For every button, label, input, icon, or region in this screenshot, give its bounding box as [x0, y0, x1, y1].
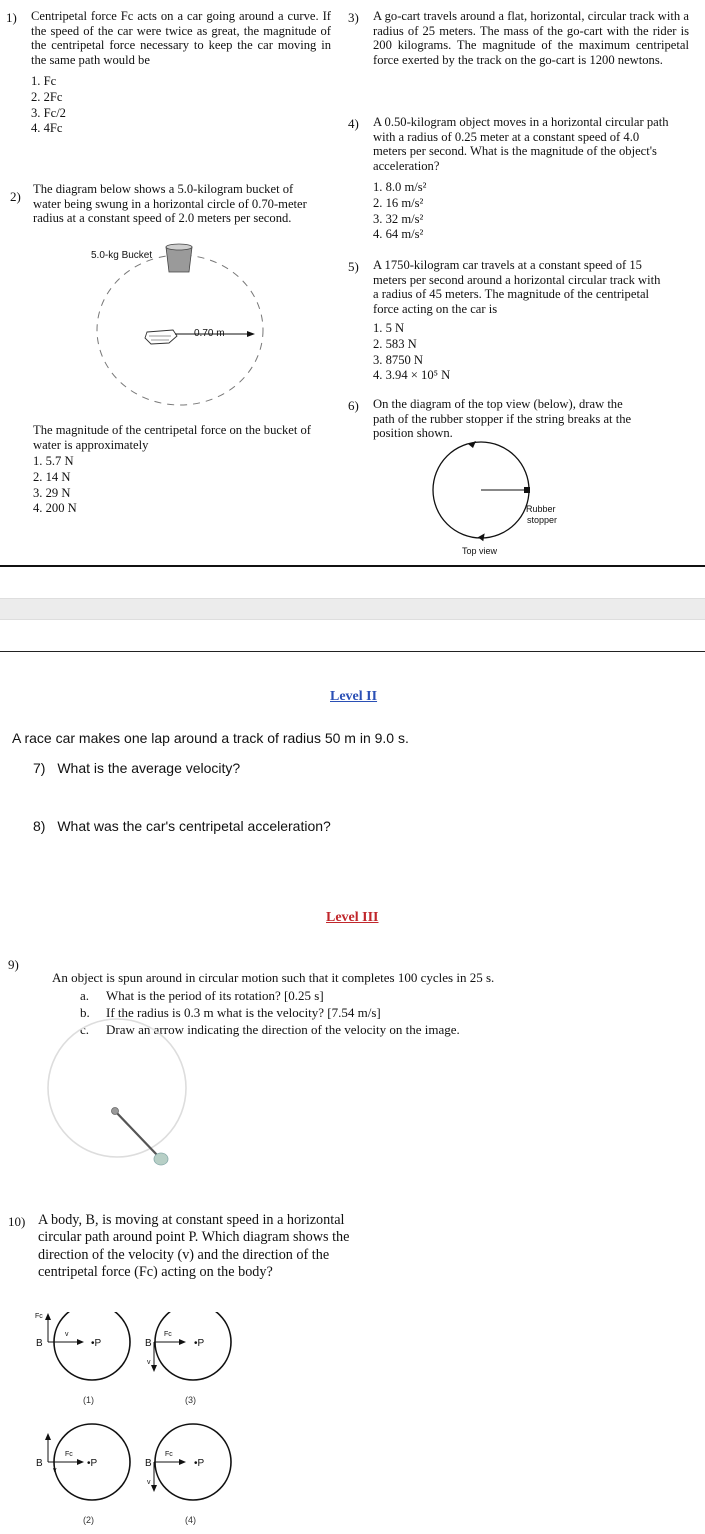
choice-2[interactable]: 2. 2Fc: [31, 89, 63, 104]
svg-text:(4): (4): [185, 1515, 196, 1525]
level-2-heading[interactable]: Level II: [330, 689, 378, 704]
choice-4[interactable]: 4. 200 N: [33, 501, 77, 516]
diagram-option-1[interactable]: [35, 1312, 130, 1405]
view-label: Top view: [462, 546, 498, 556]
hand-icon: [145, 330, 177, 344]
answer-diagrams: [25, 1312, 255, 1527]
question-number: 3): [348, 10, 359, 25]
svg-text:v: v: [65, 1331, 69, 1338]
choice-2[interactable]: 2. 14 N: [33, 469, 71, 484]
pivot-point: [112, 1108, 119, 1115]
rubber-stopper: [524, 487, 530, 493]
section-divider: [0, 565, 705, 567]
question-7: [33, 760, 240, 776]
svg-text:v: v: [53, 1467, 57, 1474]
question-10-text: A body, B, is moving at constant speed in a horizontal circular path around point P. Which diagram shows the direction of the velocity (v) and the direction of the centripetal force (Fc) acting on the body?: [38, 1212, 350, 1281]
svg-text:(3): (3): [185, 1395, 196, 1405]
svg-text:v: v: [147, 1359, 151, 1366]
bucket-label: 5.0-kg Bucket: [91, 250, 153, 261]
radius-label: 0.70 m: [194, 328, 225, 339]
question-prompt: The magnitude of the centripetal force on the bucket of water is approximately: [33, 423, 311, 452]
answer-choices: [373, 321, 450, 384]
question-number: 1): [6, 10, 17, 25]
question-8: [33, 818, 331, 834]
svg-text:B: B: [145, 1338, 152, 1349]
choice-4[interactable]: 4. 3.94 × 10⁵ N: [373, 368, 451, 383]
question-text: What was the car's centripetal acceleration?: [57, 818, 331, 834]
bucket-icon: [166, 247, 192, 272]
question-number: 9): [8, 957, 19, 972]
circular-path: [48, 1019, 186, 1157]
question-9-text: An object is spun around in circular motion such that it completes 100 cycles in 25 s.: [52, 970, 495, 985]
choice-3[interactable]: 3. 29 N: [33, 485, 71, 500]
gray-band: [0, 598, 705, 620]
question-number: 4): [348, 116, 359, 131]
choice-1[interactable]: 1. Fc: [31, 74, 57, 88]
question-number: 10): [8, 1214, 26, 1229]
diagram-option-4[interactable]: [145, 1424, 231, 1525]
svg-text:•P: •P: [194, 1338, 205, 1349]
choice-3[interactable]: 3. 32 m/s²: [373, 211, 424, 226]
question-text: A 1750-kilogram car travels at a constant speed of 15 meters per second around a horizontal circular track with a radius of 45 meters. The magnitude of the centripetal force acting on the car is: [373, 258, 661, 316]
question-text: On the diagram of the top view (below), draw the path of the rubber stopper if the string breaks at the position shown.: [373, 397, 632, 441]
stopper-label: Rubber: [526, 504, 556, 514]
svg-text:B: B: [36, 1338, 43, 1349]
answer-choices: [31, 74, 66, 137]
svg-text:•P: •P: [194, 1458, 205, 1469]
top-view-diagram: [420, 440, 580, 560]
stopper-label: stopper: [527, 515, 558, 525]
answer-choices: [373, 180, 426, 243]
svg-text:B: B: [145, 1458, 152, 1469]
svg-text:Fc: Fc: [165, 1451, 173, 1458]
question-number: 6): [348, 398, 359, 413]
question-number: 7): [33, 760, 46, 776]
choice-4[interactable]: 4. 64 m/s²: [373, 227, 424, 242]
svg-text:(2): (2): [83, 1515, 94, 1525]
bucket-diagram: [85, 240, 285, 420]
choice-1[interactable]: 1. 8.0 m/s²: [373, 180, 427, 194]
choice-1[interactable]: 1. 5 N: [373, 321, 405, 335]
question-text: The diagram below shows a 5.0-kilogram bucket of water being swung in a horizontal circle of 0.70-meter radius at a constant speed of 2.0 meters per second.: [33, 182, 307, 226]
svg-text:B: B: [36, 1458, 43, 1469]
question-number: 2): [10, 189, 21, 204]
string-line: [115, 1111, 158, 1156]
svg-text:Fc: Fc: [164, 1331, 172, 1338]
answer-choices: [33, 454, 77, 517]
level-2-intro: A race car makes one lap around a track of radius 50 m in 9.0 s.: [12, 730, 409, 746]
svg-text:Fc: Fc: [35, 1313, 43, 1320]
question-text: A 0.50-kilogram object moves in a horizontal circular path with a radius of 0.25 meter at a constant speed of 4.0 meters per second. What is the magnitude of the object's acceleration?: [373, 115, 669, 173]
choice-3[interactable]: 3. Fc/2: [31, 105, 66, 120]
question-part-b: b. If the radius is 0.3 m what is the velocity? [7.54 m/s]: [80, 1005, 381, 1020]
spinning-object-diagram: [40, 1010, 200, 1170]
diagram-option-3[interactable]: [145, 1312, 231, 1405]
choice-2[interactable]: 2. 583 N: [373, 336, 417, 351]
svg-text:v: v: [147, 1479, 151, 1486]
question-text: A go-cart travels around a flat, horizontal, circular track with a radius of 25 meters. The mass of the go-cart with the rider is 200 kilograms. The magnitude of the maximum centripetal force exerted by the track on the go-cart is 1200 newtons.: [373, 9, 689, 67]
object-ball: [154, 1153, 168, 1165]
svg-text:•P: •P: [87, 1458, 98, 1469]
svg-text:Fc: Fc: [65, 1451, 73, 1458]
choice-3[interactable]: 3. 8750 N: [373, 352, 424, 367]
question-text: What is the average velocity?: [57, 760, 241, 776]
direction-arrow: [468, 441, 476, 448]
question-part-a: a. What is the period of its rotation? [0.25 s]: [80, 988, 324, 1003]
question-part-c: c. Draw an arrow indicating the direction of the velocity on the image.: [80, 1022, 460, 1037]
circular-path: [97, 255, 263, 405]
level-3-heading[interactable]: Level III: [326, 910, 379, 925]
diagram-option-2[interactable]: [36, 1424, 130, 1525]
svg-text:•P: •P: [91, 1338, 102, 1349]
question-text: Centripetal force Fc acts on a car going around a curve. If the speed of the car were twice as great, the magnitude of the centripetal force necessary to keep the car moving in the same path would be: [31, 9, 331, 67]
choice-1[interactable]: 1. 5.7 N: [33, 454, 74, 468]
question-number: 8): [33, 818, 46, 834]
choice-4[interactable]: 4. 4Fc: [31, 121, 63, 136]
question-number: 5): [348, 259, 359, 274]
section-divider: [0, 651, 705, 652]
svg-text:(1): (1): [83, 1395, 94, 1405]
choice-2[interactable]: 2. 16 m/s²: [373, 195, 424, 210]
